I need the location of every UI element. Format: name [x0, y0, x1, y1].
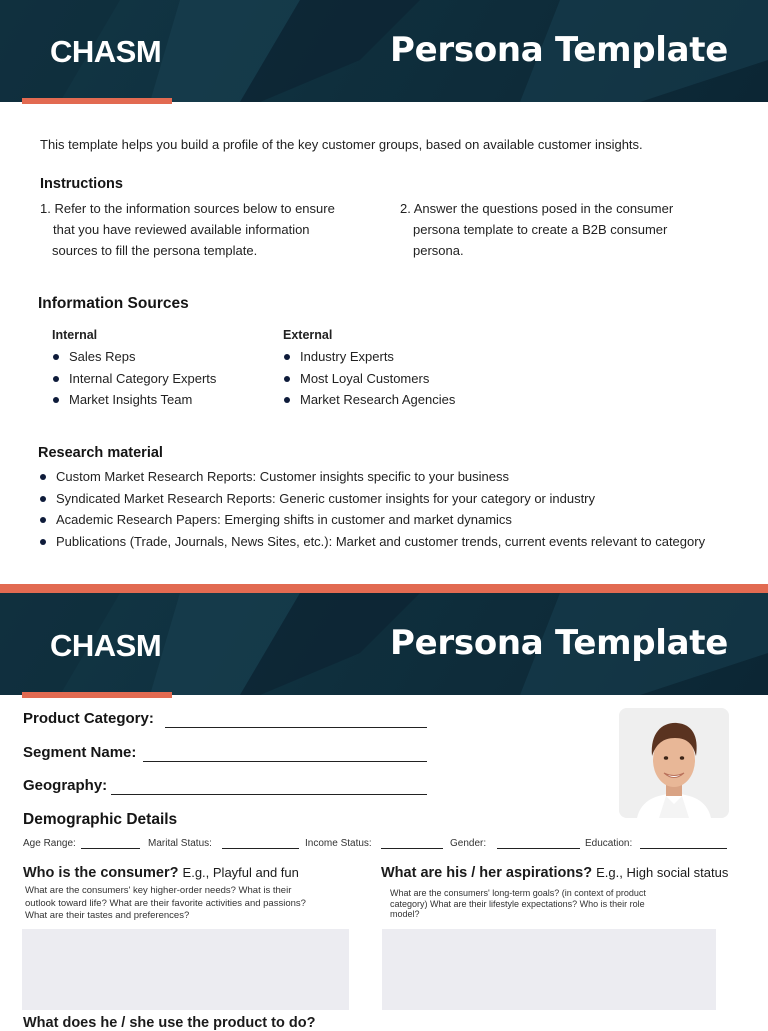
prompt-line: What are the consumers' key higher-order needs? What is their	[25, 885, 292, 896]
chasm-logo: CHASM	[50, 34, 162, 69]
question-example: E.g., High social status	[596, 865, 729, 880]
list-item: Sales Reps	[53, 346, 216, 368]
aspirations-prompt	[390, 888, 646, 920]
internal-label: Internal	[52, 328, 98, 342]
list-item: Market Research Agencies	[284, 389, 455, 411]
age-range-label: Age Range:	[23, 838, 76, 849]
list-item: Syndicated Market Research Reports: Generic customer insights for your category or industry	[40, 488, 705, 510]
segment-name-field[interactable]	[143, 761, 427, 762]
demographic-details-heading: Demographic Details	[23, 811, 178, 828]
who-is-consumer-answer-box[interactable]	[22, 929, 349, 1010]
prompt-line: What are the consumers' long-term goals? (in context of product	[390, 888, 646, 898]
list-item: Publications (Trade, Journals, News Sites, etc.): Market and customer trends, current events relevant to category	[40, 531, 705, 553]
list-item: Market Insights Team	[53, 389, 216, 411]
external-sources-list	[284, 346, 455, 411]
geography-field[interactable]	[111, 794, 427, 795]
persona-photo	[619, 708, 729, 818]
question-title: Who is the consumer?	[23, 865, 179, 881]
instruction-step-1-line-3: sources to fill the persona template.	[52, 243, 258, 258]
page-title: Persona Template	[390, 623, 728, 663]
gender-field[interactable]	[497, 848, 580, 849]
who-is-consumer-heading	[23, 865, 299, 881]
list-item: Academic Research Papers: Emerging shifts in customer and market dynamics	[40, 509, 705, 531]
page1-header	[0, 0, 768, 102]
list-item: Industry Experts	[284, 346, 455, 368]
internal-sources-list	[53, 346, 216, 411]
external-label: External	[283, 328, 333, 342]
question-example: E.g., Playful and fun	[182, 865, 299, 880]
education-field[interactable]	[640, 848, 727, 849]
list-item: Internal Category Experts	[53, 368, 216, 390]
prompt-line: What are their tastes and preferences?	[25, 910, 190, 921]
page-divider	[0, 584, 768, 593]
header-accent-bar	[22, 692, 172, 698]
list-item: Most Loyal Customers	[284, 368, 455, 390]
list-item: Custom Market Research Reports: Customer insights specific to your business	[40, 466, 705, 488]
instruction-step-1-line-2: that you have reviewed available information	[53, 222, 310, 237]
product-use-heading	[23, 1015, 315, 1031]
header-accent-bar	[22, 98, 172, 104]
age-range-field[interactable]	[81, 848, 140, 849]
instruction-step-2-line-3: persona.	[413, 243, 464, 258]
page-title: Persona Template	[390, 30, 728, 70]
info-sources-heading: Information Sources	[38, 295, 189, 312]
income-status-field[interactable]	[381, 848, 443, 849]
instructions-heading: Instructions	[40, 176, 123, 192]
instruction-step-1-line-1: 1. Refer to the information sources below to ensure	[40, 201, 335, 216]
geography-label: Geography:	[23, 777, 108, 794]
intro-text: This template helps you build a profile of the key customer groups, based on available customer insights.	[40, 137, 643, 152]
instruction-step-2-line-2: persona template to create a B2B consumer	[413, 222, 668, 237]
product-category-label: Product Category:	[23, 710, 154, 727]
aspirations-heading	[381, 865, 728, 881]
who-is-consumer-prompt	[25, 885, 306, 923]
research-material-list	[40, 466, 705, 552]
prompt-line: outlook toward life? What are their favorite activities and passions?	[25, 897, 306, 909]
marital-status-field[interactable]	[222, 848, 299, 849]
product-category-field[interactable]	[165, 727, 427, 728]
education-label: Education:	[585, 838, 633, 849]
gender-label: Gender:	[450, 838, 487, 849]
instruction-step-2-line-1: 2. Answer the questions posed in the consumer	[400, 201, 674, 216]
research-material-heading: Research material	[38, 445, 163, 461]
question-title: What are his / her aspirations?	[381, 865, 593, 881]
page2-header	[0, 593, 768, 695]
prompt-line: category) What are their lifestyle expectations? Who is their role	[390, 898, 645, 909]
chasm-logo: CHASM	[50, 628, 162, 663]
prompt-line: model?	[390, 909, 420, 919]
persona-avatar-image	[619, 708, 729, 818]
income-status-label: Income Status:	[305, 838, 372, 849]
question-title: What does he / she use the product to do?	[23, 1015, 316, 1031]
aspirations-answer-box[interactable]	[382, 929, 716, 1010]
segment-name-label: Segment Name:	[23, 744, 137, 761]
marital-status-label: Marital Status:	[148, 838, 212, 849]
